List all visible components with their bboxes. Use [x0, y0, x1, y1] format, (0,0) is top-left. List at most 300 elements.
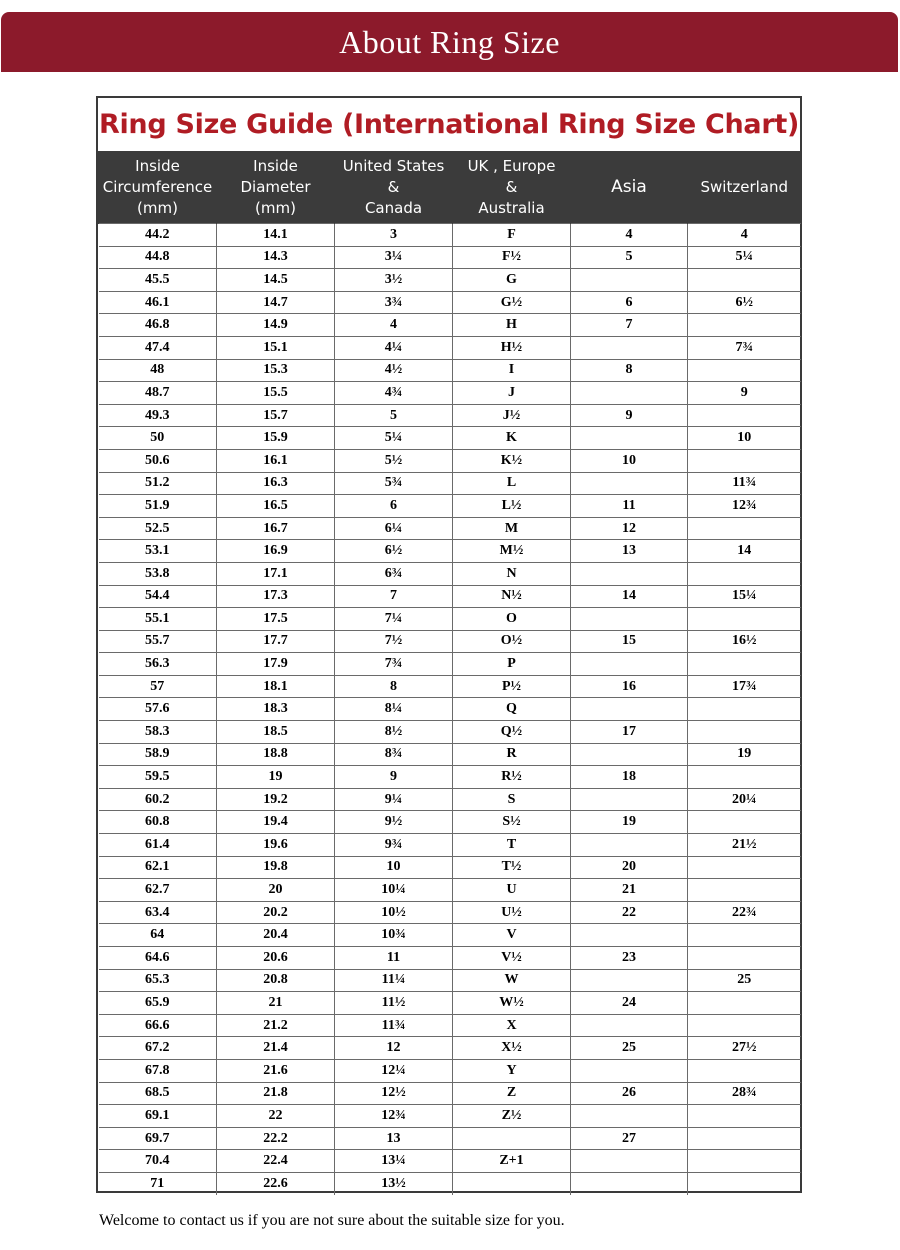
- cell-circumference: 50.6: [99, 449, 217, 472]
- cell-us-canada: 6¾: [335, 562, 453, 585]
- cell-diameter: 17.9: [217, 653, 335, 676]
- cell-asia: 22: [571, 901, 688, 924]
- cell-asia: [571, 1105, 688, 1128]
- cell-asia: 18: [571, 766, 688, 789]
- cell-diameter: 17.7: [217, 630, 335, 653]
- cell-uk-europe-australia: W: [453, 969, 571, 992]
- cell-diameter: 15.1: [217, 336, 335, 359]
- cell-us-canada: 3½: [335, 269, 453, 292]
- cell-asia: [571, 269, 688, 292]
- cell-diameter: 21.2: [217, 1014, 335, 1037]
- cell-switzerland: [688, 517, 801, 540]
- column-header-diameter: Inside Diameter (mm): [217, 151, 335, 224]
- cell-us-canada: 11½: [335, 992, 453, 1015]
- cell-uk-europe-australia: X: [453, 1014, 571, 1037]
- cell-us-canada: 3¼: [335, 246, 453, 269]
- cell-us-canada: 10: [335, 856, 453, 879]
- cell-diameter: 22.6: [217, 1172, 335, 1194]
- table-row: [99, 269, 801, 292]
- cell-switzerland: [688, 1059, 801, 1082]
- table-row: [99, 788, 801, 811]
- cell-diameter: 22.2: [217, 1127, 335, 1150]
- table-row: [99, 585, 801, 608]
- cell-switzerland: [688, 404, 801, 427]
- cell-uk-europe-australia: F½: [453, 246, 571, 269]
- cell-uk-europe-australia: S: [453, 788, 571, 811]
- table-row: [99, 472, 801, 495]
- cell-uk-europe-australia: R½: [453, 766, 571, 789]
- cell-uk-europe-australia: G½: [453, 291, 571, 314]
- cell-asia: 6: [571, 291, 688, 314]
- table-row: [99, 382, 801, 405]
- cell-us-canada: 6: [335, 495, 453, 518]
- cell-uk-europe-australia: H: [453, 314, 571, 337]
- cell-uk-europe-australia: I: [453, 359, 571, 382]
- cell-asia: [571, 1014, 688, 1037]
- cell-uk-europe-australia: J½: [453, 404, 571, 427]
- table-row: [99, 653, 801, 676]
- table-row: [99, 291, 801, 314]
- cell-uk-europe-australia: G: [453, 269, 571, 292]
- cell-switzerland: 11¾: [688, 472, 801, 495]
- cell-switzerland: 6½: [688, 291, 801, 314]
- cell-us-canada: 4: [335, 314, 453, 337]
- cell-uk-europe-australia: N½: [453, 585, 571, 608]
- cell-us-canada: 12½: [335, 1082, 453, 1105]
- cell-switzerland: 5¼: [688, 246, 801, 269]
- table-row: [99, 608, 801, 631]
- ring-size-table: [98, 151, 801, 1195]
- cell-asia: [571, 1172, 688, 1194]
- cell-circumference: 57: [99, 675, 217, 698]
- cell-circumference: 63.4: [99, 901, 217, 924]
- cell-switzerland: [688, 766, 801, 789]
- cell-diameter: 15.5: [217, 382, 335, 405]
- cell-circumference: 65.3: [99, 969, 217, 992]
- table-row: [99, 336, 801, 359]
- cell-circumference: 67.2: [99, 1037, 217, 1060]
- cell-asia: 16: [571, 675, 688, 698]
- chart-title: Ring Size Guide (International Ring Size Chart): [98, 109, 800, 140]
- cell-diameter: 21.6: [217, 1059, 335, 1082]
- cell-switzerland: 22¾: [688, 901, 801, 924]
- cell-us-canada: 13: [335, 1127, 453, 1150]
- cell-uk-europe-australia: X½: [453, 1037, 571, 1060]
- table-row: [99, 698, 801, 721]
- cell-us-canada: 11¼: [335, 969, 453, 992]
- column-header-circumference: Inside Circumference (mm): [99, 151, 217, 224]
- cell-switzerland: [688, 1105, 801, 1128]
- cell-us-canada: 7: [335, 585, 453, 608]
- cell-diameter: 20.2: [217, 901, 335, 924]
- column-header-uk-europe-australia: UK , Europe & Australia: [453, 151, 571, 224]
- cell-us-canada: 4¾: [335, 382, 453, 405]
- cell-asia: 9: [571, 404, 688, 427]
- cell-switzerland: [688, 359, 801, 382]
- cell-switzerland: 9: [688, 382, 801, 405]
- cell-asia: 4: [571, 224, 688, 247]
- cell-circumference: 45.5: [99, 269, 217, 292]
- cell-asia: [571, 562, 688, 585]
- cell-diameter: 16.9: [217, 540, 335, 563]
- cell-switzerland: 27½: [688, 1037, 801, 1060]
- cell-switzerland: 28¾: [688, 1082, 801, 1105]
- cell-uk-europe-australia: [453, 1127, 571, 1150]
- cell-circumference: 48: [99, 359, 217, 382]
- cell-uk-europe-australia: Z: [453, 1082, 571, 1105]
- cell-diameter: 19.8: [217, 856, 335, 879]
- cell-us-canada: 12¼: [335, 1059, 453, 1082]
- cell-asia: [571, 698, 688, 721]
- cell-uk-europe-australia: K½: [453, 449, 571, 472]
- cell-us-canada: 3: [335, 224, 453, 247]
- cell-us-canada: 8¼: [335, 698, 453, 721]
- table-row: [99, 721, 801, 744]
- cell-us-canada: 10½: [335, 901, 453, 924]
- cell-switzerland: [688, 653, 801, 676]
- cell-circumference: 71: [99, 1172, 217, 1194]
- cell-diameter: 22.4: [217, 1150, 335, 1173]
- table-row: [99, 1059, 801, 1082]
- cell-switzerland: 14: [688, 540, 801, 563]
- table-row: [99, 969, 801, 992]
- cell-switzerland: 16½: [688, 630, 801, 653]
- table-row: [99, 630, 801, 653]
- cell-circumference: 57.6: [99, 698, 217, 721]
- cell-diameter: 18.5: [217, 721, 335, 744]
- table-row: [99, 856, 801, 879]
- cell-asia: [571, 788, 688, 811]
- cell-uk-europe-australia: O: [453, 608, 571, 631]
- column-header-switzerland: Switzerland: [688, 151, 801, 224]
- cell-asia: [571, 608, 688, 631]
- cell-asia: 10: [571, 449, 688, 472]
- cell-diameter: 14.7: [217, 291, 335, 314]
- cell-circumference: 46.1: [99, 291, 217, 314]
- cell-circumference: 44.2: [99, 224, 217, 247]
- cell-asia: 11: [571, 495, 688, 518]
- cell-diameter: 14.9: [217, 314, 335, 337]
- cell-switzerland: 20¼: [688, 788, 801, 811]
- cell-diameter: 20.8: [217, 969, 335, 992]
- table-row: [99, 562, 801, 585]
- cell-asia: [571, 472, 688, 495]
- cell-uk-europe-australia: J: [453, 382, 571, 405]
- cell-diameter: 14.1: [217, 224, 335, 247]
- table-row: [99, 834, 801, 857]
- cell-diameter: 17.3: [217, 585, 335, 608]
- cell-circumference: 51.9: [99, 495, 217, 518]
- cell-switzerland: [688, 562, 801, 585]
- cell-diameter: 19.4: [217, 811, 335, 834]
- cell-us-canada: 10¼: [335, 879, 453, 902]
- table-body: [99, 224, 801, 1195]
- table-row: [99, 246, 801, 269]
- cell-diameter: 20.6: [217, 947, 335, 970]
- cell-switzerland: [688, 698, 801, 721]
- cell-uk-europe-australia: U: [453, 879, 571, 902]
- cell-asia: [571, 743, 688, 766]
- cell-switzerland: 21½: [688, 834, 801, 857]
- cell-diameter: 18.3: [217, 698, 335, 721]
- table-row: [99, 1172, 801, 1194]
- table-row: [99, 495, 801, 518]
- cell-circumference: 53.8: [99, 562, 217, 585]
- cell-asia: [571, 382, 688, 405]
- cell-circumference: 62.7: [99, 879, 217, 902]
- cell-switzerland: 19: [688, 743, 801, 766]
- cell-uk-europe-australia: S½: [453, 811, 571, 834]
- table-row: [99, 449, 801, 472]
- table-row: [99, 224, 801, 247]
- cell-switzerland: 12¾: [688, 495, 801, 518]
- cell-us-canada: 11¾: [335, 1014, 453, 1037]
- cell-switzerland: [688, 879, 801, 902]
- cell-us-canada: 11: [335, 947, 453, 970]
- cell-uk-europe-australia: L½: [453, 495, 571, 518]
- table-row: [99, 743, 801, 766]
- cell-uk-europe-australia: L: [453, 472, 571, 495]
- cell-asia: 13: [571, 540, 688, 563]
- cell-us-canada: 7½: [335, 630, 453, 653]
- table-row: [99, 901, 801, 924]
- cell-asia: 5: [571, 246, 688, 269]
- cell-us-canada: 5¾: [335, 472, 453, 495]
- cell-diameter: 20: [217, 879, 335, 902]
- cell-switzerland: [688, 856, 801, 879]
- cell-diameter: 15.3: [217, 359, 335, 382]
- cell-asia: 14: [571, 585, 688, 608]
- cell-circumference: 69.1: [99, 1105, 217, 1128]
- cell-circumference: 68.5: [99, 1082, 217, 1105]
- cell-circumference: 66.6: [99, 1014, 217, 1037]
- cell-us-canada: 5: [335, 404, 453, 427]
- cell-us-canada: 5¼: [335, 427, 453, 450]
- cell-uk-europe-australia: R: [453, 743, 571, 766]
- cell-us-canada: 8½: [335, 721, 453, 744]
- cell-switzerland: [688, 314, 801, 337]
- cell-uk-europe-australia: O½: [453, 630, 571, 653]
- cell-circumference: 56.3: [99, 653, 217, 676]
- cell-uk-europe-australia: M: [453, 517, 571, 540]
- cell-asia: [571, 969, 688, 992]
- cell-asia: 25: [571, 1037, 688, 1060]
- cell-us-canada: 8: [335, 675, 453, 698]
- cell-us-canada: 9¾: [335, 834, 453, 857]
- cell-asia: 23: [571, 947, 688, 970]
- cell-circumference: 53.1: [99, 540, 217, 563]
- cell-diameter: 19.6: [217, 834, 335, 857]
- table-row: [99, 1082, 801, 1105]
- cell-uk-europe-australia: Z½: [453, 1105, 571, 1128]
- cell-switzerland: 4: [688, 224, 801, 247]
- cell-us-canada: 4½: [335, 359, 453, 382]
- cell-asia: 17: [571, 721, 688, 744]
- cell-circumference: 65.9: [99, 992, 217, 1015]
- cell-diameter: 22: [217, 1105, 335, 1128]
- cell-uk-europe-australia: T: [453, 834, 571, 857]
- cell-circumference: 55.1: [99, 608, 217, 631]
- cell-us-canada: 9½: [335, 811, 453, 834]
- cell-circumference: 61.4: [99, 834, 217, 857]
- cell-asia: [571, 653, 688, 676]
- cell-uk-europe-australia: M½: [453, 540, 571, 563]
- cell-asia: 20: [571, 856, 688, 879]
- table-row: [99, 314, 801, 337]
- table-row: [99, 811, 801, 834]
- cell-us-canada: 13½: [335, 1172, 453, 1194]
- cell-asia: [571, 336, 688, 359]
- cell-switzerland: 25: [688, 969, 801, 992]
- cell-uk-europe-australia: [453, 1172, 571, 1194]
- page-banner: [1, 12, 898, 72]
- table-row: [99, 879, 801, 902]
- cell-diameter: 19.2: [217, 788, 335, 811]
- cell-uk-europe-australia: U½: [453, 901, 571, 924]
- cell-uk-europe-australia: Z+1: [453, 1150, 571, 1173]
- cell-circumference: 64: [99, 924, 217, 947]
- cell-circumference: 47.4: [99, 336, 217, 359]
- cell-diameter: 18.1: [217, 675, 335, 698]
- cell-asia: [571, 1150, 688, 1173]
- cell-switzerland: [688, 947, 801, 970]
- cell-circumference: 58.9: [99, 743, 217, 766]
- cell-asia: [571, 1059, 688, 1082]
- cell-circumference: 46.8: [99, 314, 217, 337]
- table-row: [99, 540, 801, 563]
- cell-switzerland: [688, 992, 801, 1015]
- table-row: [99, 675, 801, 698]
- cell-circumference: 58.3: [99, 721, 217, 744]
- cell-asia: 12: [571, 517, 688, 540]
- cell-uk-europe-australia: N: [453, 562, 571, 585]
- cell-circumference: 59.5: [99, 766, 217, 789]
- cell-uk-europe-australia: Y: [453, 1059, 571, 1082]
- table-row: [99, 992, 801, 1015]
- cell-diameter: 19: [217, 766, 335, 789]
- cell-circumference: 50: [99, 427, 217, 450]
- column-header-asia: Asia: [571, 151, 688, 224]
- cell-diameter: 21: [217, 992, 335, 1015]
- table-row: [99, 1014, 801, 1037]
- column-header-us-canada: United States & Canada: [335, 151, 453, 224]
- table-row: [99, 1037, 801, 1060]
- cell-switzerland: 10: [688, 427, 801, 450]
- cell-circumference: 48.7: [99, 382, 217, 405]
- cell-uk-europe-australia: K: [453, 427, 571, 450]
- cell-us-canada: 3¾: [335, 291, 453, 314]
- cell-uk-europe-australia: V½: [453, 947, 571, 970]
- cell-circumference: 60.2: [99, 788, 217, 811]
- cell-uk-europe-australia: H½: [453, 336, 571, 359]
- cell-circumference: 49.3: [99, 404, 217, 427]
- ring-size-chart: [96, 96, 802, 1193]
- cell-switzerland: 7¾: [688, 336, 801, 359]
- cell-us-canada: 9: [335, 766, 453, 789]
- cell-diameter: 15.7: [217, 404, 335, 427]
- table-row: [99, 924, 801, 947]
- cell-diameter: 16.5: [217, 495, 335, 518]
- cell-us-canada: 7¼: [335, 608, 453, 631]
- cell-diameter: 17.1: [217, 562, 335, 585]
- cell-switzerland: [688, 449, 801, 472]
- cell-diameter: 18.8: [217, 743, 335, 766]
- table-row: [99, 1150, 801, 1173]
- cell-circumference: 62.1: [99, 856, 217, 879]
- cell-circumference: 69.7: [99, 1127, 217, 1150]
- cell-diameter: 16.7: [217, 517, 335, 540]
- cell-switzerland: [688, 721, 801, 744]
- cell-switzerland: [688, 1150, 801, 1173]
- cell-circumference: 70.4: [99, 1150, 217, 1173]
- cell-switzerland: [688, 811, 801, 834]
- cell-circumference: 52.5: [99, 517, 217, 540]
- cell-us-canada: 6¼: [335, 517, 453, 540]
- table-row: [99, 1127, 801, 1150]
- cell-uk-europe-australia: F: [453, 224, 571, 247]
- cell-uk-europe-australia: V: [453, 924, 571, 947]
- cell-switzerland: [688, 608, 801, 631]
- cell-circumference: 51.2: [99, 472, 217, 495]
- cell-asia: 26: [571, 1082, 688, 1105]
- cell-uk-europe-australia: Q: [453, 698, 571, 721]
- cell-circumference: 44.8: [99, 246, 217, 269]
- cell-switzerland: [688, 1014, 801, 1037]
- table-row: [99, 1105, 801, 1128]
- cell-switzerland: 15¼: [688, 585, 801, 608]
- cell-asia: [571, 427, 688, 450]
- cell-us-canada: 12¾: [335, 1105, 453, 1128]
- cell-asia: 24: [571, 992, 688, 1015]
- cell-us-canada: 9¼: [335, 788, 453, 811]
- cell-asia: [571, 924, 688, 947]
- cell-diameter: 16.3: [217, 472, 335, 495]
- cell-diameter: 21.8: [217, 1082, 335, 1105]
- cell-asia: 21: [571, 879, 688, 902]
- cell-diameter: 17.5: [217, 608, 335, 631]
- cell-switzerland: [688, 269, 801, 292]
- cell-uk-europe-australia: W½: [453, 992, 571, 1015]
- banner-title: About Ring Size: [339, 23, 560, 60]
- cell-uk-europe-australia: Q½: [453, 721, 571, 744]
- cell-asia: 27: [571, 1127, 688, 1150]
- cell-asia: 8: [571, 359, 688, 382]
- cell-asia: [571, 834, 688, 857]
- table-row: [99, 947, 801, 970]
- cell-switzerland: [688, 1172, 801, 1194]
- cell-switzerland: [688, 1127, 801, 1150]
- table-row: [99, 359, 801, 382]
- cell-diameter: 15.9: [217, 427, 335, 450]
- table-row: [99, 517, 801, 540]
- cell-uk-europe-australia: P: [453, 653, 571, 676]
- cell-circumference: 60.8: [99, 811, 217, 834]
- cell-uk-europe-australia: P½: [453, 675, 571, 698]
- cell-diameter: 21.4: [217, 1037, 335, 1060]
- cell-circumference: 64.6: [99, 947, 217, 970]
- cell-us-canada: 6½: [335, 540, 453, 563]
- cell-us-canada: 4¼: [335, 336, 453, 359]
- cell-asia: 19: [571, 811, 688, 834]
- table-row: [99, 766, 801, 789]
- cell-asia: 15: [571, 630, 688, 653]
- cell-us-canada: 7¾: [335, 653, 453, 676]
- table-row: [99, 404, 801, 427]
- cell-us-canada: 10¾: [335, 924, 453, 947]
- cell-us-canada: 12: [335, 1037, 453, 1060]
- cell-asia: 7: [571, 314, 688, 337]
- cell-us-canada: 8¾: [335, 743, 453, 766]
